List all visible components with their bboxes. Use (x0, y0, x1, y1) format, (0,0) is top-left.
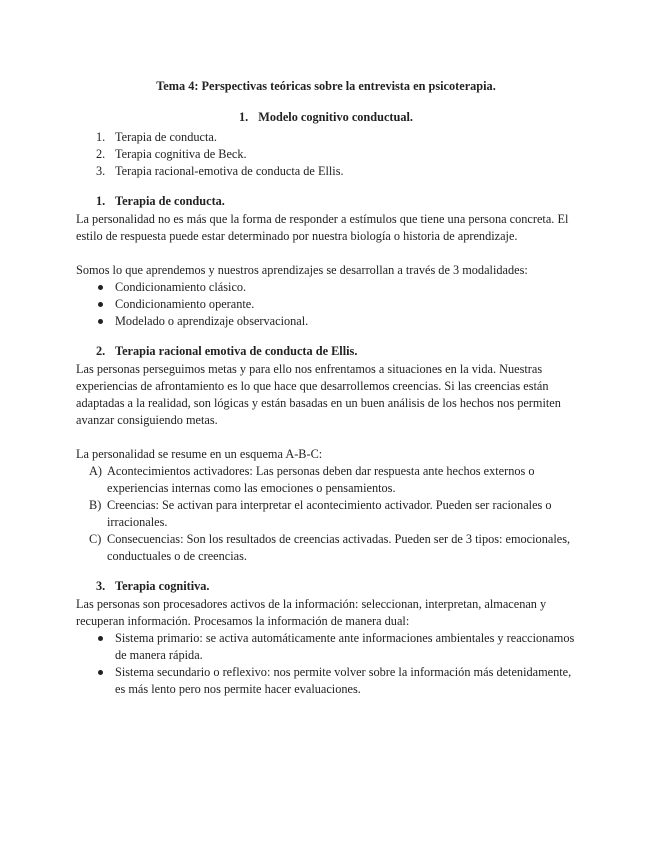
paragraph: La personalidad se resume en un esquema A-B-C: (76, 447, 323, 461)
list-item (76, 129, 576, 146)
list-number: 2. (96, 147, 106, 161)
main-heading-text: Modelo cognitivo conductual. (258, 110, 413, 124)
list-number: 3. (96, 164, 106, 178)
list-letter: C) (89, 532, 102, 546)
bullet-icon (98, 670, 103, 675)
list-item-text: Acontecimientos activadores: Las personas deben dar respuesta ante hechos externos o experiencias internas como las emociones o pensamientos. (107, 464, 535, 495)
list-number: 1. (96, 130, 106, 144)
bullet-icon (98, 302, 103, 307)
list-letter: B) (89, 498, 102, 512)
topics-list (76, 129, 576, 180)
section-number: 2. (96, 344, 106, 358)
list-item (76, 163, 576, 180)
list-item-text: Condicionamiento clásico. (115, 280, 247, 294)
bullet-icon (98, 636, 103, 641)
section-heading-terapia-conducta (76, 193, 576, 210)
abc-list (76, 463, 576, 565)
list-item (76, 497, 576, 531)
list-item (76, 630, 576, 664)
list-item-text: Modelado o aprendizaje observacional. (115, 314, 309, 328)
section-heading-text: Terapia cognitiva. (115, 579, 210, 593)
main-heading (76, 109, 576, 126)
section-heading-text: Terapia de conducta. (115, 194, 225, 208)
section-heading-text: Terapia racional emotiva de conducta de Ellis. (115, 344, 358, 358)
list-item-text: Sistema secundario o reflexivo: nos permite volver sobre la información más detenidamente, es más lento pero nos permite hacer evaluaciones. (115, 665, 572, 696)
document-title: Tema 4: Perspectivas teóricas sobre la entrevista en psicoterapia. (156, 79, 496, 93)
list-item (76, 296, 576, 313)
paragraph: La personalidad no es más que la forma de responder a estímulos que tiene una persona concreta. El estilo de respuesta puede estar determinado por nuestra biología o historia de aprendizaje. (76, 212, 569, 243)
section-heading-terapia-cognitiva (76, 578, 576, 595)
main-heading-number: 1. (239, 110, 249, 124)
list-letter: A) (89, 464, 102, 478)
bullet-icon (98, 319, 103, 324)
list-item-text: Terapia racional-emotiva de conducta de Ellis. (115, 164, 344, 178)
bullet-list (76, 630, 576, 698)
document-page (76, 78, 576, 698)
list-item (76, 146, 576, 163)
list-item (76, 664, 576, 698)
list-item (76, 279, 576, 296)
list-item-text: Consecuencias: Son los resultados de creencias activadas. Pueden ser de 3 tipos: emocionales, conductuales o de creencias. (107, 532, 571, 563)
bullet-icon (98, 285, 103, 290)
section-heading-terapia-racional (76, 343, 576, 360)
bullet-list (76, 279, 576, 330)
section-number: 3. (96, 579, 106, 593)
paragraph: Las personas son procesadores activos de la información: seleccionan, interpretan, almacenan y recuperan información. Procesamos la información de manera dual: (76, 597, 547, 628)
list-item-text: Terapia cognitiva de Beck. (115, 147, 247, 161)
list-item-text: Sistema primario: se activa automáticamente ante informaciones ambientales y reaccionamos de manera rápida. (115, 631, 575, 662)
section-number: 1. (96, 194, 106, 208)
list-item (76, 313, 576, 330)
paragraph: Somos lo que aprendemos y nuestros aprendizajes se desarrollan a través de 3 modalidades: (76, 263, 528, 277)
paragraph: Las personas perseguimos metas y para ello nos enfrentamos a situaciones en la vida. Nuestras experiencias de afrontamiento es lo que hace que desarrollemos creencias. Si las creencias están adaptadas a la realidad, son lógicas y están basadas en un buen análisis de los hechos nos permiten avanzar consiguiendo metas. (76, 362, 561, 427)
list-item-text: Creencias: Se activan para interpretar el acontecimiento activador. Pueden ser racionales o irracionales. (107, 498, 552, 529)
list-item-text: Condicionamiento operante. (115, 297, 255, 311)
list-item (76, 531, 576, 565)
list-item (76, 463, 576, 497)
list-item-text: Terapia de conducta. (115, 130, 217, 144)
